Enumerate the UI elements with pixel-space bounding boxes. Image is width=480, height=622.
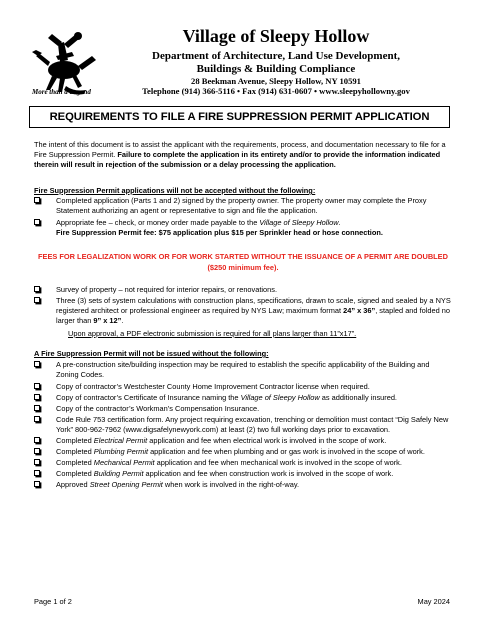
text: application and fee when plumbing and or gas work is involved in the scope of work. — [148, 447, 425, 456]
list-item-text — [56, 458, 452, 468]
permit-name: Building Permit — [93, 469, 144, 478]
checkbox[interactable] — [34, 197, 40, 203]
contact-info: Telephone (914) 366-5116 • Fax (914) 631-0607 • www.sleepyhollowny.gov — [142, 86, 410, 96]
list-item-text: Copy of contractor’s Westchester County Home Improvement Contractor license when required. — [56, 382, 370, 391]
checkbox[interactable] — [34, 361, 40, 367]
text: Three (3) sets of system calculations with construction plans, specifications, drawn to scale, signed and sealed by a NYS registered architect or professional engineer as required by NYS Law; maximum format — [56, 296, 451, 316]
village-name: Village of Sleepy Hollow — [240, 393, 320, 402]
text: Completed — [56, 458, 94, 467]
list-item — [34, 285, 452, 295]
list-item-text — [56, 218, 452, 228]
list-item — [34, 393, 452, 403]
checkbox[interactable] — [34, 286, 40, 292]
list-item-text — [56, 447, 452, 457]
text: application and fee when electrical work is involved in the scope of work. — [147, 436, 387, 445]
text: application and fee when construction work is involved in the scope of work. — [143, 469, 394, 478]
checkbox[interactable] — [34, 437, 40, 443]
list-item — [34, 447, 452, 457]
list-item-text: Copy of the contractor’s Workman’s Compensation Insurance. — [56, 404, 260, 413]
max-format: 24” x 36” — [343, 306, 376, 316]
text: Completed — [56, 436, 94, 445]
document-date: May 2024 — [417, 597, 450, 606]
list-item-text — [56, 393, 452, 403]
section-heading-issuance: A Fire Suppression Permit will not be issued without the following: — [34, 349, 269, 358]
checkbox[interactable] — [34, 394, 40, 400]
text: Approved — [56, 480, 90, 489]
text: as additionally insured. — [319, 393, 397, 402]
checkbox[interactable] — [34, 405, 40, 411]
pdf-note-row — [34, 329, 452, 339]
department-line-1: Department of Architecture, Land Use Development, — [152, 50, 400, 62]
section-heading-application: Fire Suppression Permit applications will not be accepted without the following: — [34, 186, 316, 195]
text: Completed — [56, 469, 94, 478]
checkbox[interactable] — [34, 219, 40, 225]
text: Completed — [56, 447, 94, 456]
checkbox[interactable] — [34, 448, 40, 454]
department-name — [96, 50, 456, 76]
list-item-text: A pre-construction site/building inspection may be required to establish the specific applicability of the Building and Zoning Codes. — [56, 360, 430, 380]
village-name: Village of Sleepy Hollow — [259, 218, 339, 227]
list-item — [34, 404, 452, 414]
address: 28 Beekman Avenue, Sleepy Hollow, NY 10591 — [191, 76, 361, 86]
permit-name: Plumbing Permit — [93, 447, 149, 456]
fee-line — [34, 228, 452, 238]
list-item-text: Code Rule 753 certification form. Any project requiring excavation, trenching or demolition must contact “Dig Safely New York” 800-962-7962 (www.digsafelynewyork.com) at least (2) two full working days prior to excavation. — [56, 415, 449, 435]
intro-warning: Failure to complete the application in its entirety and/or to provide the information indicated therein will result in rejection of the submission or a delay processing the application. — [34, 150, 441, 170]
fees-notice: FEES FOR LEGALIZATION WORK OR FOR WORK STARTED WITHOUT THE ISSUANCE OF A PERMIT ARE DOUBLED ($250 minimum fee). — [38, 252, 448, 272]
text: Copy of contractor’s Certificate of Insurance naming the — [56, 393, 241, 402]
permit-name: Mechanical Permit — [93, 458, 155, 467]
checkbox[interactable] — [34, 297, 40, 303]
intro-text: The intent of this document is to assist the applicant with the requirements, process, and documentation necessary to file for a Fire Suppression Permit. — [34, 140, 446, 160]
list-item-text: Completed application (Parts 1 and 2) signed by the property owner. The property owner may complete the Proxy Statement authorizing an agent or representative to sign and file the application. — [56, 196, 427, 216]
text: . — [338, 218, 341, 227]
logo-tagline: More than a Legend — [32, 88, 91, 96]
intro-paragraph — [34, 140, 452, 171]
list-item-text — [56, 436, 452, 446]
fold-size: 9” x 12” — [93, 316, 122, 326]
checkbox[interactable] — [34, 470, 40, 476]
document-title-banner: REQUIREMENTS TO FILE A FIRE SUPPRESSION PERMIT APPLICATION — [29, 106, 450, 128]
checkbox[interactable] — [34, 481, 40, 487]
list-item-text — [56, 469, 452, 479]
text: , stapled and folded no larger than — [56, 306, 450, 326]
text: . — [121, 316, 124, 326]
list-item — [34, 296, 452, 327]
list-item-text — [56, 480, 452, 490]
checkbox[interactable] — [34, 459, 40, 465]
list-item — [34, 469, 452, 479]
list-item — [34, 218, 452, 228]
permit-fee: Fire Suppression Permit fee: $75 application plus $15 per Sprinkler head or hose connection. — [56, 228, 383, 237]
list-item-text — [56, 296, 452, 327]
list-item — [34, 415, 452, 435]
checkbox[interactable] — [34, 416, 40, 422]
department-line-2: Buildings & Building Compliance — [196, 63, 356, 75]
page-title: Village of Sleepy Hollow — [182, 26, 370, 46]
text: Appropriate fee – check, or money order made payable to the — [56, 218, 260, 227]
list-item — [34, 382, 452, 392]
list-item — [34, 480, 452, 490]
permit-name: Street Opening Permit — [89, 480, 163, 489]
pdf-note: Upon approval, a PDF electronic submission is required for all plans larger than 11”x17”. — [68, 329, 357, 338]
text: when work is involved in the right-of-way. — [162, 480, 300, 489]
checkbox[interactable] — [34, 383, 40, 389]
list-item — [34, 360, 452, 380]
list-item — [34, 458, 452, 468]
page-number: Page 1 of 2 — [34, 597, 72, 606]
list-item — [34, 436, 452, 446]
text: application and fee when mechanical work is involved in the scope of work. — [154, 458, 402, 467]
list-item-text: Survey of property – not required for interior repairs, or renovations. — [56, 285, 278, 294]
list-item — [34, 196, 452, 216]
permit-name: Electrical Permit — [93, 436, 148, 445]
